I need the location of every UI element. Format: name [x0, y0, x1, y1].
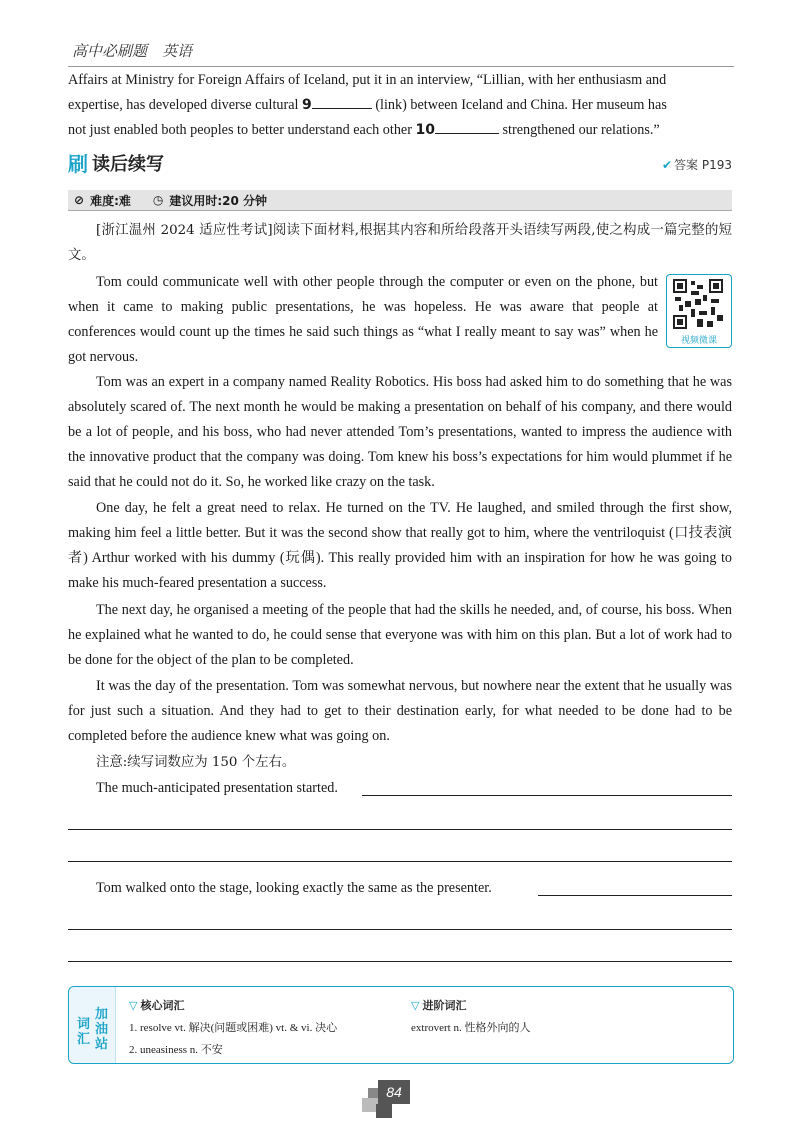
vocabulary-side-label — [69, 987, 116, 1063]
answer-reference-text: 答案 P193 — [674, 158, 732, 172]
video-qr-code[interactable] — [666, 274, 732, 348]
answer-reference — [662, 156, 732, 173]
blank-9-number: 9 — [302, 97, 312, 113]
clock-icon: ◷ — [152, 193, 164, 207]
core-vocab-title — [129, 997, 184, 1013]
header-rule — [68, 66, 734, 67]
passage-paragraph-4: The next day, he organised a meeting of the people that had the skills he needed, and, of course, his boss. When he explained what he wanted to do, he could sense that everyone was with him on this plan. But a lot of work had to be done for the object of the plan to be completed. — [68, 602, 732, 668]
difficulty-label: 难度:难 — [90, 193, 131, 208]
advanced-vocab-title — [411, 997, 466, 1013]
passage-paragraph-5: It was the day of the presentation. Tom was somewhat nervous, but nowhere near the extent that he usually was for just such a situation. And they had to get to their destination early, for what needed to be done had to be completed before the audience knew what was going on. — [68, 678, 732, 744]
vocabulary-side-b: 词汇 — [77, 1017, 91, 1047]
continuation-start-1: The much-anticipated presentation started. — [96, 780, 338, 796]
advanced-vocab-title-text: 进阶词汇 — [422, 999, 467, 1012]
intro-line-3a: not just enabled both peoples to better understand each other — [68, 122, 416, 138]
blank-9[interactable] — [312, 94, 372, 109]
writing-line[interactable] — [68, 861, 732, 862]
core-vocab-item: 2. uneasiness n. 不安 — [129, 1044, 223, 1056]
triangle-icon: ▽ — [411, 999, 420, 1012]
passage-paragraph-3: One day, he felt a great need to relax. He turned on the TV. He laughed, and smiled through the first show, making him feel a little better. But it was the second show that really got to him, where the ventriloquist (口技表演者) Arthur worked with his dummy (玩偶). This really provided him with an inspiration for how he was going to make his much-feared presentation a success. — [68, 500, 732, 591]
triangle-icon: ▽ — [129, 999, 138, 1012]
writing-line[interactable] — [362, 795, 732, 796]
book-title: 高中必刷题 英语 — [72, 42, 193, 60]
qr-label: 视频微课 — [680, 336, 717, 346]
page-number: 84 — [378, 1080, 410, 1104]
intro-line-2 — [68, 93, 732, 118]
writing-line[interactable] — [538, 895, 732, 896]
writing-line[interactable] — [68, 929, 732, 930]
intro-line-3b: strengthened our relations.” — [498, 122, 660, 138]
word-count-note: 注意:续写词数应为 150 个左右。 — [96, 755, 296, 770]
writing-line[interactable] — [68, 961, 732, 962]
time-label: 建议用时:20 分钟 — [169, 193, 268, 208]
advanced-vocab-item: extrovert n. 性格外向的人 — [411, 1022, 531, 1034]
core-vocab-title-text: 核心词汇 — [140, 999, 185, 1012]
section-header — [68, 148, 164, 177]
section-title: 读后续写 — [92, 153, 164, 175]
core-vocab-item: 1. resolve vt. 解决(问题或困难) vt. & vi. 决心 — [129, 1022, 338, 1034]
section-mark: 刷 — [68, 152, 88, 176]
intro-line-2a: expertise, has developed diverse cultural — [68, 97, 303, 113]
check-icon: ✔ — [661, 158, 673, 172]
qr-code-icon — [673, 279, 723, 329]
blank-10-number: 10 — [415, 122, 435, 138]
vocabulary-box — [68, 986, 734, 1064]
difficulty-icon: ⊘ — [74, 193, 85, 207]
intro-line-3 — [68, 118, 732, 143]
intro-line-1: Affairs at Ministry for Foreign Affairs of Iceland, put it in an interview, “Lillian, with her enthusiasm and — [68, 72, 667, 88]
vocabulary-side-a: 加油站 — [95, 1007, 109, 1052]
intro-paragraph — [68, 68, 732, 143]
passage-paragraph-1: Tom could communicate well with other people through the computer or even on the phone, but when it came to making public presentations, he was hopeless. He was aware that people at conferences would count up the times he said such things as “what I really meant to say was” when he got nervous. — [68, 274, 658, 365]
info-bar — [68, 190, 732, 211]
continuation-start-2: Tom walked onto the stage, looking exactly the same as the presenter. — [96, 880, 492, 896]
task-instruction: [浙江温州 2024 适应性考试]阅读下面材料,根据其内容和所给段落开头语续写两段,使之构成一篇完整的短文。 — [68, 223, 732, 263]
writing-line[interactable] — [68, 829, 732, 830]
blank-10[interactable] — [435, 119, 499, 134]
passage-paragraph-2: Tom was an expert in a company named Reality Robotics. His boss had asked him to do something that he was absolutely scared of. The next month he would be making a presentation on behalf of his company, and there would be a lot of people, and his boss, who had never attended Tom’s presentations, wanted to impress the audience with the innovative product that the company was doing. Tom knew his boss’s expectations for him would plummet if he said that he could not do it. So, he worked like crazy on the task. — [68, 374, 732, 490]
intro-line-2b: (link) between Iceland and China. Her museum has — [371, 97, 667, 113]
page-decoration — [376, 1104, 392, 1118]
